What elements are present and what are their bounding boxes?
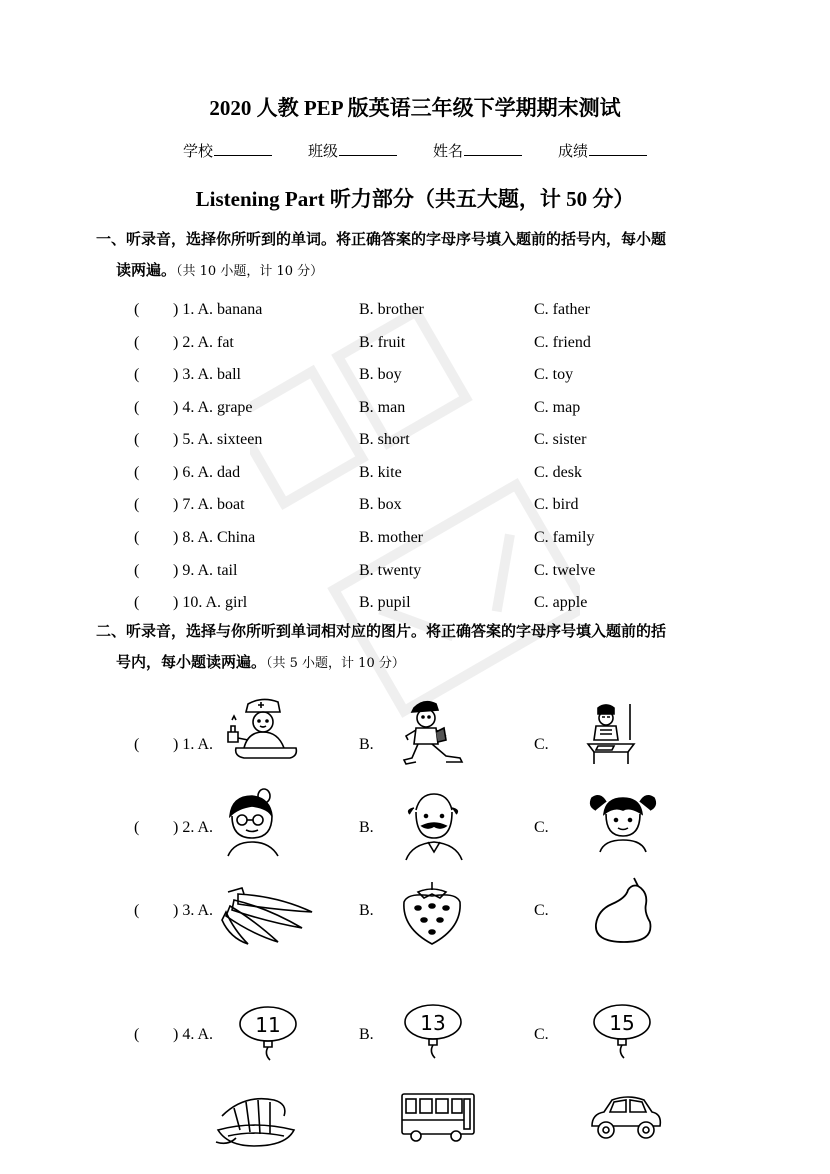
balloon-11: [238, 1004, 302, 1064]
answer-paren[interactable]: (: [134, 819, 140, 836]
answer-paren[interactable]: (: [134, 301, 140, 318]
section2-heading: [96, 616, 756, 679]
option-c: C. toy: [534, 366, 574, 383]
option-b: B. fruit: [359, 334, 406, 351]
info-class: 班级: [308, 140, 397, 161]
q1-row-5: [0, 431, 830, 455]
option-a: ) 3. A.: [173, 902, 213, 919]
q1-row-2: [0, 334, 830, 358]
section1-heading-line2: 读两遍。（共 10 小题，计 10 分）: [116, 261, 324, 279]
option-a: ) 8. A. China: [173, 529, 256, 546]
option-c: C.: [534, 1026, 549, 1043]
boy-icon: [400, 698, 470, 774]
answer-paren[interactable]: (: [134, 562, 140, 579]
nurse-icon: [214, 696, 306, 760]
banana-icon: [218, 884, 320, 948]
option-a: ) 2. A.: [173, 819, 213, 836]
section1-heading-line1: 一、听录音，选择你所听到的单词。将正确答案的字母序号填入题前的括号内，每小题: [96, 230, 667, 248]
q1-row-3: [0, 366, 830, 390]
option-b: B.: [359, 736, 374, 753]
part-title: Listening Part 听力部分（共五大题，计 50 分）: [195, 187, 635, 211]
grandfather-icon: [400, 790, 466, 862]
option-c: C. apple: [534, 594, 588, 611]
car-icon: [588, 1092, 664, 1144]
option-c: C. friend: [534, 334, 591, 351]
option-c: C.: [534, 736, 549, 753]
option-a: ) 2. A. fat: [173, 334, 234, 351]
answer-paren[interactable]: (: [134, 399, 140, 416]
q1-row-6: [0, 464, 830, 488]
answer-paren[interactable]: (: [134, 529, 140, 546]
option-a: ) 4. A.: [173, 1026, 213, 1043]
balloon-13: [403, 1002, 467, 1062]
option-b: B. boy: [359, 366, 402, 383]
balloon-11-label: 11: [255, 1013, 281, 1037]
option-c: C.: [534, 819, 549, 836]
option-a: ) 1. A.: [173, 736, 213, 753]
bus-icon: [398, 1090, 478, 1144]
answer-paren[interactable]: (: [134, 366, 140, 383]
option-b: B. box: [359, 496, 402, 513]
answer-paren[interactable]: (: [134, 464, 140, 481]
answer-paren[interactable]: (: [134, 1026, 140, 1043]
option-c: C. bird: [534, 496, 579, 513]
option-a: ) 9. A. tail: [173, 562, 238, 579]
section1-note: （共 10 小题，计 10 分）: [176, 264, 324, 279]
q1-row-9: [0, 562, 830, 586]
answer-paren[interactable]: (: [134, 431, 140, 448]
info-school: 学校: [183, 140, 272, 161]
option-a: ) 7. A. boat: [173, 496, 245, 513]
student-info-row: [0, 140, 830, 164]
section2-note: （共 5 小题，计 10 分）: [266, 656, 405, 671]
option-b: B.: [359, 1026, 374, 1043]
option-b: B.: [359, 902, 374, 919]
option-c: C. twelve: [534, 562, 596, 579]
option-b: B. pupil: [359, 594, 411, 611]
option-a: ) 6. A. dad: [173, 464, 241, 481]
option-a: ) 10. A. girl: [173, 594, 248, 611]
balloon-15: [592, 1002, 656, 1062]
option-c: C. desk: [534, 464, 582, 481]
q1-row-1: [0, 301, 830, 325]
option-a: ) 3. A. ball: [173, 366, 241, 383]
grandmother-icon: [220, 786, 286, 858]
answer-paren[interactable]: (: [134, 902, 140, 919]
option-b: B. mother: [359, 529, 423, 546]
info-name: 姓名: [433, 140, 522, 161]
info-score: 成绩: [558, 140, 647, 161]
option-c: C.: [534, 902, 549, 919]
option-b: B. short: [359, 431, 410, 448]
option-b: B.: [359, 819, 374, 836]
option-c: C. father: [534, 301, 590, 318]
option-b: B. twenty: [359, 562, 422, 579]
option-a: ) 4. A. grape: [173, 399, 253, 416]
option-a: ) 1. A. banana: [173, 301, 263, 318]
option-c: C. family: [534, 529, 595, 546]
answer-paren[interactable]: (: [134, 496, 140, 513]
option-b: B. brother: [359, 301, 424, 318]
option-c: C. map: [534, 399, 581, 416]
answer-paren[interactable]: (: [134, 736, 140, 753]
q1-row-8: [0, 529, 830, 553]
q1-row-7: [0, 496, 830, 520]
section1-heading: [96, 224, 756, 287]
answer-paren[interactable]: (: [134, 334, 140, 351]
option-b: B. kite: [359, 464, 402, 481]
strawberry-icon: [398, 880, 466, 948]
balloon-13-label: 13: [420, 1011, 446, 1035]
balloon-15-label: 15: [609, 1011, 635, 1035]
answer-paren[interactable]: (: [134, 594, 140, 611]
girl-icon: [586, 792, 660, 854]
boat-icon: [214, 1090, 298, 1150]
teacher-icon: [584, 700, 642, 766]
q1-row-10: [0, 594, 830, 618]
section2-heading-line2: 号内，每小题读两遍。（共 5 小题，计 10 分）: [116, 653, 405, 671]
option-a: ) 5. A. sixteen: [173, 431, 263, 448]
option-c: C. sister: [534, 431, 587, 448]
q1-row-4: [0, 399, 830, 423]
section2-heading-line1: 二、听录音，选择与你所听到单词相对应的图片。将正确答案的字母序号填入题前的括: [96, 622, 667, 640]
option-b: B. man: [359, 399, 406, 416]
page-title: 2020 人教 PEP 版英语三年级下学期期末测试: [209, 96, 621, 120]
pear-icon: [590, 876, 656, 946]
